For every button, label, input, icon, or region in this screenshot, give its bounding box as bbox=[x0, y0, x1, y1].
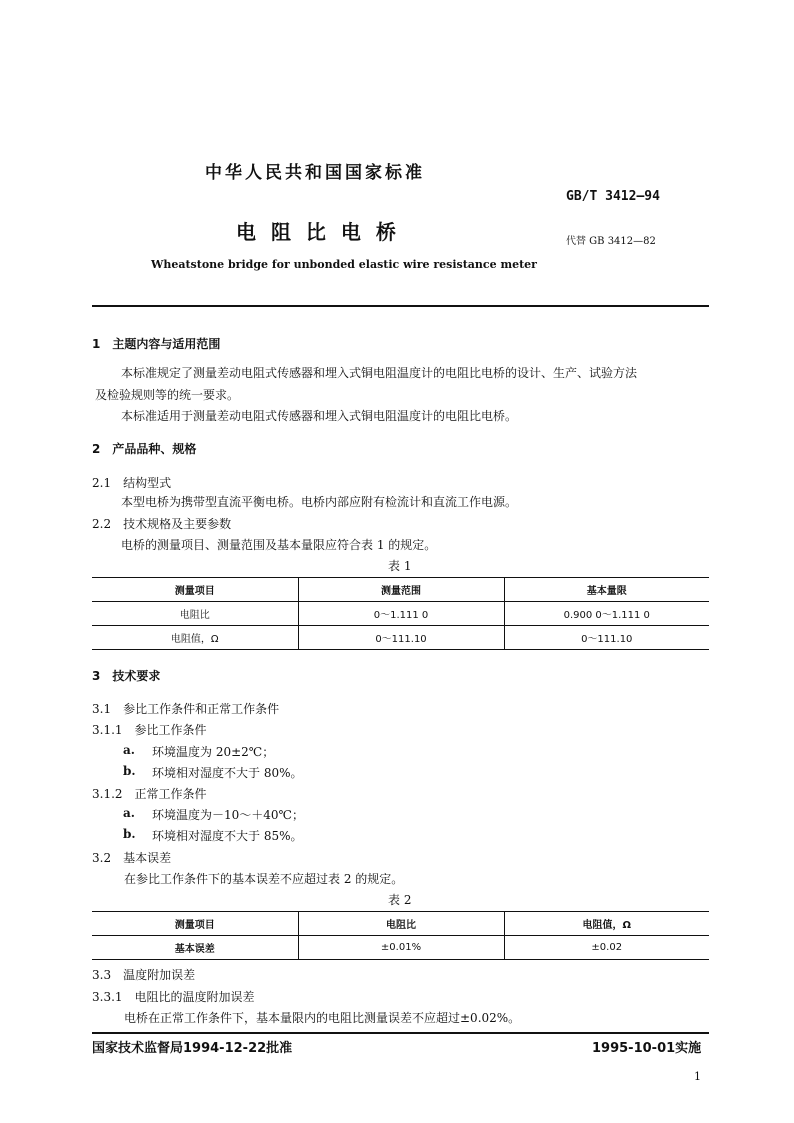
table-2-header-ratio: 电阻比 bbox=[298, 912, 504, 936]
section-2-2-title: 2.2 技术规格及主要参数 bbox=[92, 517, 232, 531]
table-cell: 电阻值，Ω bbox=[170, 634, 219, 645]
page-number: 1 bbox=[694, 1070, 701, 1083]
section-2-title: 2 产品品种、规格 bbox=[92, 442, 197, 456]
list-item: 环境相对湿度不大于 85%。 bbox=[152, 829, 303, 843]
approval-line: 国家技术监督局1994-12-22批准 bbox=[92, 1041, 293, 1056]
section-3-title: 3 技术要求 bbox=[92, 669, 161, 683]
replaces-note: 代替 GB 3412—82 bbox=[566, 236, 656, 247]
table-1-header-item: 测量项目 bbox=[174, 586, 215, 597]
header-divider bbox=[92, 305, 709, 307]
section-2-1-title: 2.1 结构型式 bbox=[92, 476, 172, 490]
table-cell: 0～111.10 bbox=[504, 626, 709, 650]
effective-date: 1995-10-01实施 bbox=[592, 1041, 702, 1056]
table-1-header-range: 测量范围 bbox=[298, 578, 504, 602]
table-cell: ±0.02 bbox=[504, 936, 709, 960]
section-3-1-2-title: 3.1.2 正常工作条件 bbox=[92, 787, 207, 801]
section-3-1-1-title: 3.1.1 参比工作条件 bbox=[92, 723, 207, 737]
table-cell: ±0.01% bbox=[298, 936, 504, 960]
list-item: 环境相对湿度不大于 80%。 bbox=[152, 766, 303, 780]
table-1 bbox=[92, 577, 709, 650]
table-2-header-row bbox=[92, 912, 709, 936]
section-3-3-1-text: 电桥在正常工作条件下，基本量限内的电阻比测量误差不应超过±0.02%。 bbox=[124, 1011, 521, 1025]
table-row bbox=[92, 602, 709, 626]
table-cell: 0～111.10 bbox=[298, 626, 504, 650]
section-3-3-title: 3.3 温度附加误差 bbox=[92, 968, 196, 982]
table-2 bbox=[92, 911, 709, 960]
table-row bbox=[92, 626, 709, 650]
section-2-1-text: 本型电桥为携带型直流平衡电桥。电桥内部应附有检流计和直流工作电源。 bbox=[121, 495, 518, 509]
english-title: Wheatstone bridge for unbonded elastic wire resistance meter bbox=[151, 258, 537, 271]
table-cell: 基本误差 bbox=[174, 944, 215, 955]
table-1-header-limit: 基本量限 bbox=[504, 578, 709, 602]
table-2-caption: 表 2 bbox=[388, 893, 412, 907]
footer-divider bbox=[92, 1032, 709, 1034]
list-item: 环境温度为 20±2℃； bbox=[152, 745, 275, 759]
list-item: 环境温度为－10～＋40℃； bbox=[152, 808, 304, 822]
org-title: 中华人民共和国国家标准 bbox=[205, 163, 425, 183]
section-1-paragraph-2: 本标准适用于测量差动电阻式传感器和埋入式铜电阻温度计的电阻比电桥。 bbox=[121, 409, 518, 423]
list-label: a. bbox=[123, 806, 135, 820]
section-1-title: 1 主题内容与适用范围 bbox=[92, 337, 221, 351]
section-2-2-text: 电桥的测量项目、测量范围及基本量限应符合表 1 的规定。 bbox=[121, 538, 437, 552]
section-1-paragraph-1-line-1: 本标准规定了测量差动电阻式传感器和埋入式铜电阻温度计的电阻比电桥的设计、生产、试验方法 bbox=[121, 366, 638, 380]
list-label: b. bbox=[123, 764, 136, 778]
section-3-1-title: 3.1 参比工作条件和正常工作条件 bbox=[92, 702, 280, 716]
section-3-2-text: 在参比工作条件下的基本误差不应超过表 2 的规定。 bbox=[124, 872, 404, 886]
table-1-caption: 表 1 bbox=[388, 559, 412, 573]
table-2-header-resistance: 电阻值，Ω bbox=[504, 912, 709, 936]
section-3-2-title: 3.2 基本误差 bbox=[92, 851, 172, 865]
table-cell: 电阻比 bbox=[179, 610, 210, 621]
standard-number: GB/T 3412—94 bbox=[566, 189, 660, 204]
table-row bbox=[92, 936, 709, 960]
section-3-3-1-title: 3.3.1 电阻比的温度附加误差 bbox=[92, 990, 255, 1004]
document-title: 电 阻 比 电 桥 bbox=[236, 220, 400, 244]
table-cell: 0～1.111 0 bbox=[298, 602, 504, 626]
list-label: a. bbox=[123, 743, 135, 757]
table-cell: 0.900 0～1.111 0 bbox=[504, 602, 709, 626]
table-1-header-row bbox=[92, 578, 709, 602]
table-2-header-item: 测量项目 bbox=[174, 920, 215, 931]
list-label: b. bbox=[123, 827, 136, 841]
section-1-paragraph-1-line-2: 及检验规则等的统一要求。 bbox=[95, 388, 240, 402]
